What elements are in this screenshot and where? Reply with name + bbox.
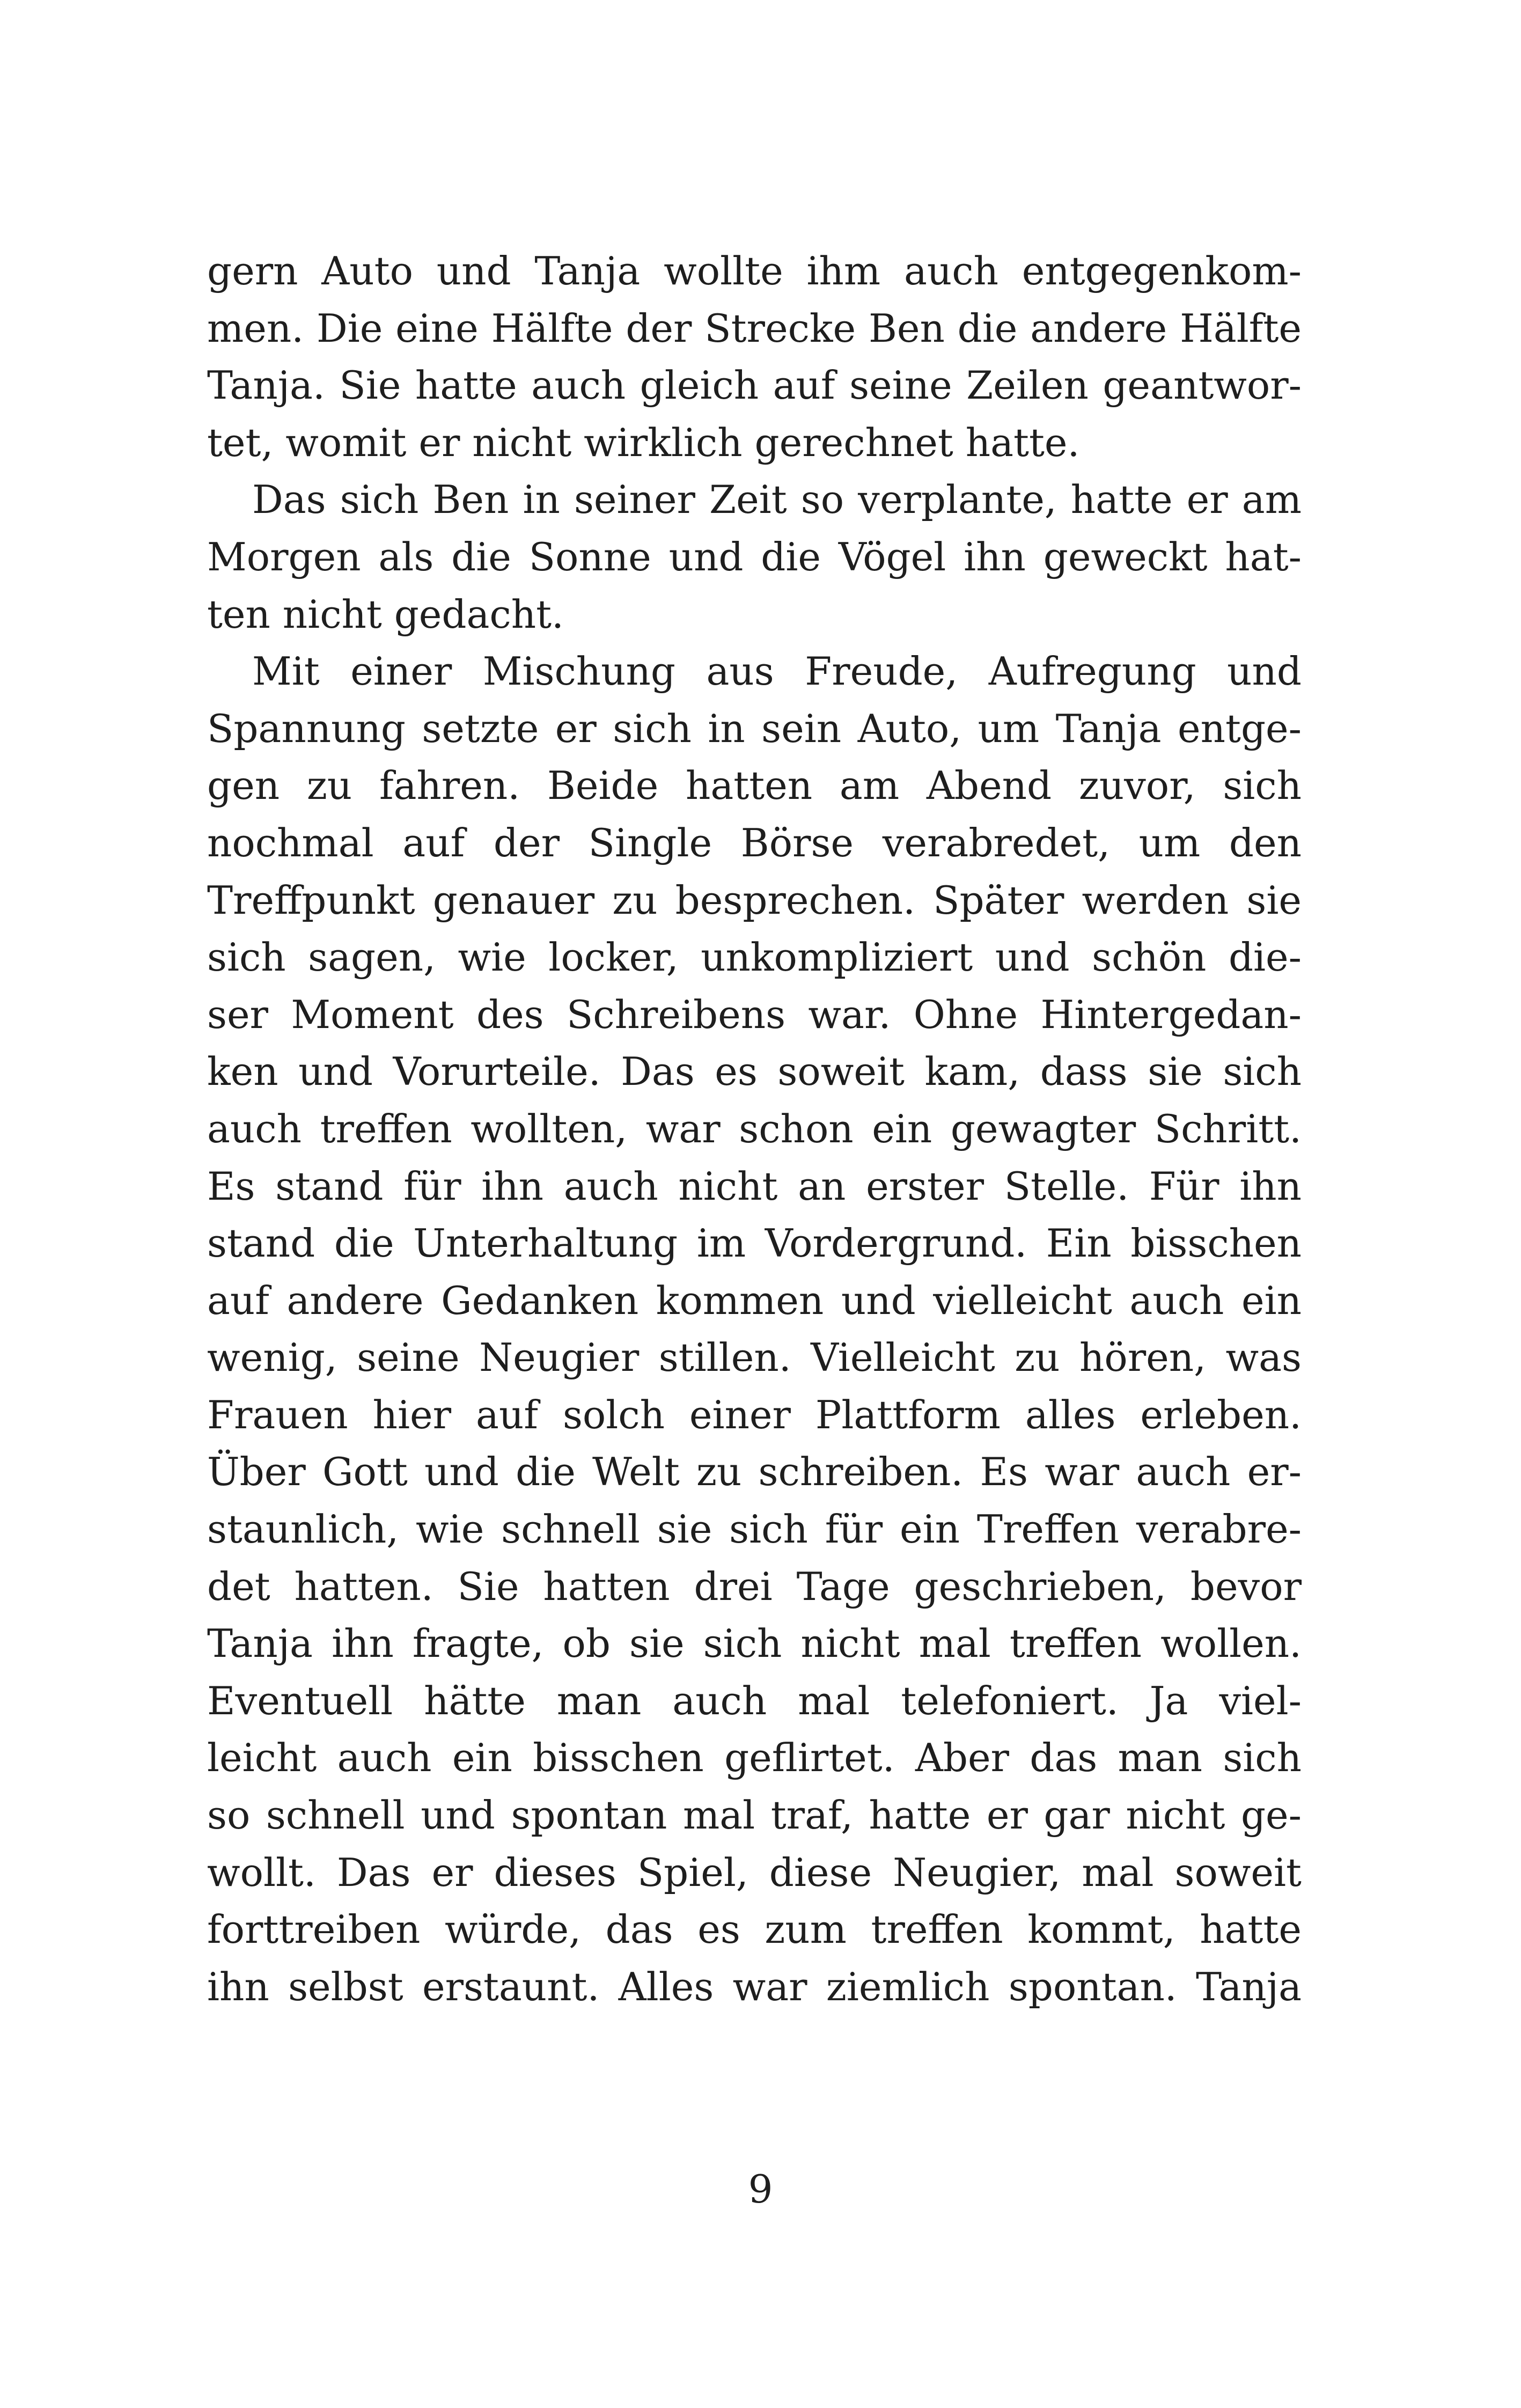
text-line: forttreiben würde, das es zum treffen kommt, hatte (207, 1907, 1302, 1952)
text-line: Es stand für ihn auch nicht an erster Stelle. Für ihn (207, 1163, 1302, 1209)
text-line: Eventuell hätte man auch mal telefoniert. Ja viel- (207, 1678, 1302, 1723)
text-line: staunlich, wie schnell sie sich für ein Treffen verabre- (207, 1507, 1302, 1552)
text-line: det hatten. Sie hatten drei Tage geschrieben, bevor (207, 1563, 1302, 1609)
text-line: Über Gott und die Welt zu schreiben. Es war auch er- (207, 1449, 1302, 1495)
text-line: gern Auto und Tanja wollte ihm auch entgegenkom- (207, 248, 1302, 293)
text-line: wenig, seine Neugier stillen. Vielleicht zu hören, was (207, 1335, 1302, 1381)
text-line: gen zu fahren. Beide hatten am Abend zuvor, sich (207, 763, 1302, 809)
text-line: ken und Vorurteile. Das es soweit kam, dass sie sich (207, 1049, 1302, 1095)
text-line: Morgen als die Sonne und die Vögel ihn geweckt hat- (207, 534, 1302, 579)
text-line: ten nicht gedacht. (207, 591, 564, 637)
body-text (207, 243, 1302, 2015)
text-line: Treffpunkt genauer zu besprechen. Später werden sie (207, 877, 1302, 923)
text-line: leicht auch ein bisschen geflirtet. Aber das man sich (207, 1735, 1302, 1781)
page-number: 9 (748, 2167, 773, 2212)
text-line: wollt. Das er dieses Spiel, diese Neugier, mal soweit (207, 1849, 1302, 1895)
text-line: Tanja. Sie hatte auch gleich auf seine Zeilen geantwor- (207, 363, 1302, 408)
text-line: nochmal auf der Single Börse verabredet, um den (207, 820, 1302, 865)
text-line: Spannung setzte er sich in sein Auto, um Tanja entge- (207, 706, 1302, 751)
text-line: so schnell und spontan mal traf, hatte er gar nicht ge- (207, 1793, 1302, 1838)
text-line: auf andere Gedanken kommen und vielleicht auch ein (207, 1278, 1302, 1323)
text-line: Tanja ihn fragte, ob sie sich nicht mal treffen wollen. (207, 1621, 1302, 1666)
text-line: sich sagen, wie locker, unkompliziert und schön die- (207, 935, 1302, 980)
text-line: Frauen hier auf solch einer Plattform alles erleben. (207, 1392, 1302, 1437)
text-line: tet, womit er nicht wirklich gerechnet hatte. (207, 420, 1080, 465)
text-line: auch treffen wollten, war schon ein gewagter Schritt. (207, 1106, 1302, 1151)
text-line: men. Die eine Hälfte der Strecke Ben die andere Hälfte (207, 305, 1302, 351)
text-line: ser Moment des Schreibens war. Ohne Hintergedan- (207, 992, 1302, 1037)
text-line: Mit einer Mischung aus Freude, Aufregung und (252, 649, 1302, 694)
text-line: stand die Unterhaltung im Vordergrund. Ein bisschen (207, 1221, 1302, 1266)
text-line: ihn selbst erstaunt. Alles war ziemlich spontan. Tanja (207, 1964, 1302, 2009)
text-line: Das sich Ben in seiner Zeit so verplante, hatte er am (252, 477, 1302, 523)
